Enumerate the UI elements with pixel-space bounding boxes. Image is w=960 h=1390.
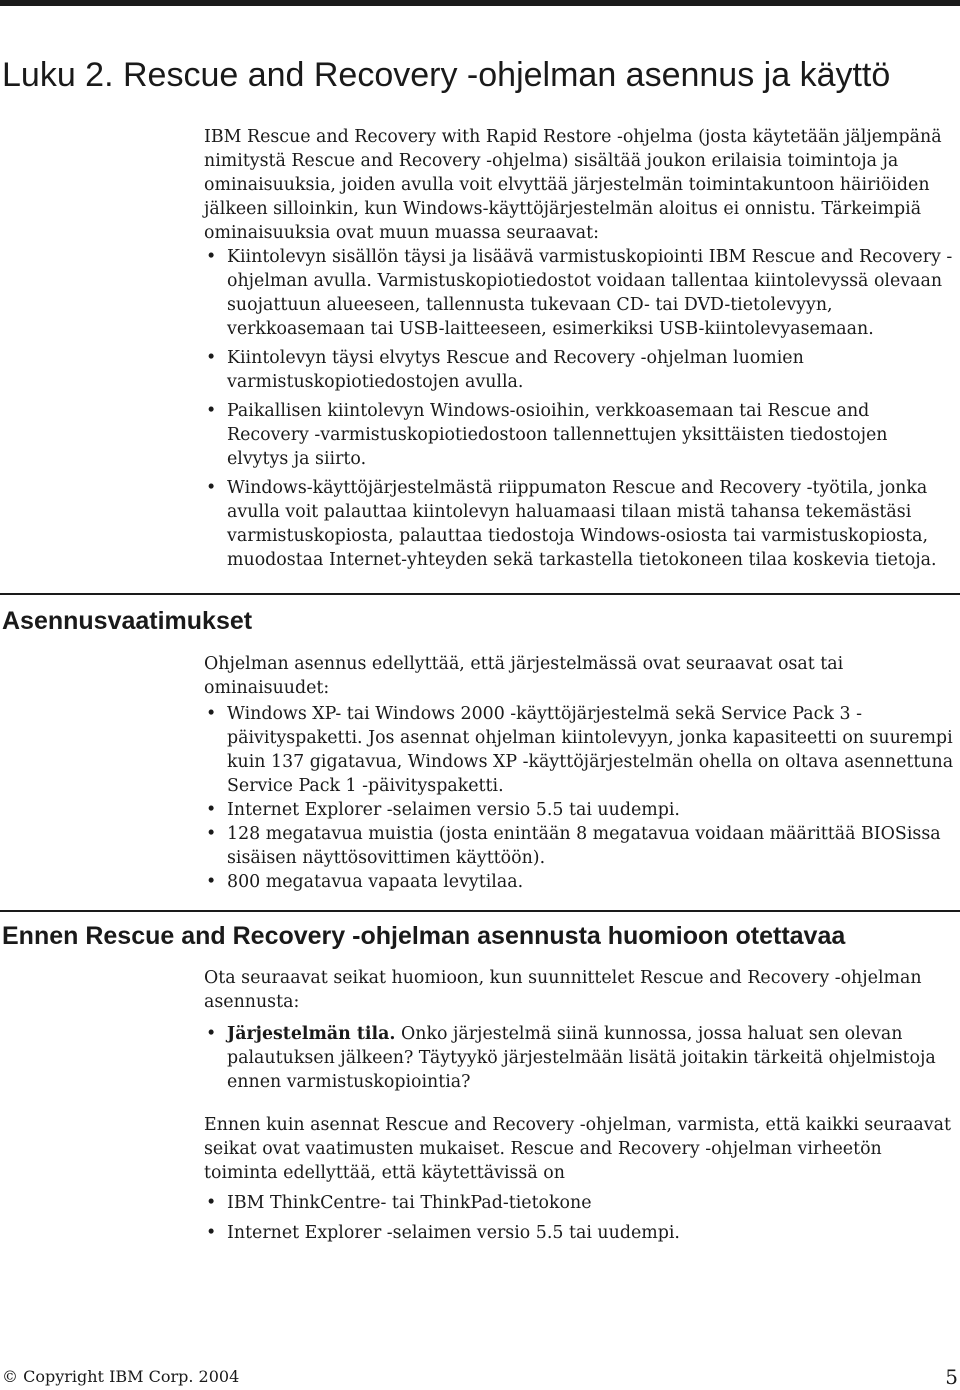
intro-section xyxy=(204,125,954,572)
section-heading-requirements: Asennusvaatimukset xyxy=(2,607,253,635)
section-divider xyxy=(0,910,960,912)
considerations-paragraph-1: Ota seuraavat seikat huomioon, kun suunnittelet Rescue and Recovery -ohjelman asennusta: xyxy=(204,968,922,1012)
considerations-paragraph-2: Ennen kuin asennat Rescue and Recovery -ohjelman, varmista, että kaikki seuraavat seikat ovat vaatimusten mukaiset. Rescue and Recovery -ohjelman virheetön toiminta edellyttää, että käytettävissä on xyxy=(204,1115,951,1183)
list-item: • Windows-käyttöjärjestelmästä riippumaton Rescue and Recovery -työtila, jonka avulla voit palauttaa kiintolevyn haluamaasi tilaan mistä tahansa tekemästäsi varmistuskopiosta, palauttaa tiedostoja Windows-osiosta tai varmistuskopiosta, muodostaa Internet-yhteyden sekä tarkastella tietokoneen tilaa koskevia tietoja. xyxy=(204,476,954,572)
requirements-paragraph: Ohjelman asennus edellyttää, että järjestelmässä ovat seuraavat osat tai ominaisuudet: xyxy=(204,654,844,698)
list-item: • 800 megatavua vapaata levytilaa. xyxy=(204,870,954,894)
top-rule xyxy=(0,0,960,6)
considerations-section xyxy=(204,966,954,1245)
intro-bullet-list xyxy=(204,245,954,572)
bullet-bold-lead: Järjestelmän tila. xyxy=(227,1024,396,1044)
bullet-text: Onko järjestelmä siinä kunnossa, jossa haluat sen olevan palautuksen jälkeen? Täytyykö järjestelmään lisätä joitakin tärkeitä ohjelmistoja ennen varmistuskopiointia? xyxy=(227,1024,936,1092)
requirements-bullet-list xyxy=(204,702,954,894)
list-item: • Internet Explorer -selaimen versio 5.5 tai uudempi. xyxy=(204,1221,954,1245)
page-number: 5 xyxy=(945,1365,958,1389)
considerations-bullet-list xyxy=(204,1022,954,1094)
considerations-bullet-list-2 xyxy=(204,1191,954,1245)
list-item: • Internet Explorer -selaimen versio 5.5 tai uudempi. xyxy=(204,798,954,822)
list-item: • 128 megatavua muistia (josta enintään 8 megatavua voidaan määrittää BIOSissa sisäisen näyttösovittimen käyttöön). xyxy=(204,822,954,870)
section-divider xyxy=(0,593,960,595)
section-heading-considerations: Ennen Rescue and Recovery -ohjelman asennusta huomioon otettavaa xyxy=(2,922,846,950)
chapter-title: Luku 2. Rescue and Recovery -ohjelman asennus ja käyttö xyxy=(2,56,891,94)
requirements-section xyxy=(204,652,954,894)
list-item: • Kiintolevyn sisällön täysi ja lisäävä varmistuskopiointi IBM Rescue and Recovery -ohjelman avulla. Varmistuskopiotiedostot voidaan tallentaa kiintolevyssä olevaan suojattuun alueeseen, tallennusta tukevaan CD- tai DVD-tietolevyyn, verkkoasemaan tai USB-laitteeseen, esimerkiksi USB-kiintolevyasemaan. xyxy=(204,245,954,341)
intro-paragraph: IBM Rescue and Recovery with Rapid Restore -ohjelma (josta käytetään jäljempänä nimitystä Rescue and Recovery -ohjelma) sisältää joukon erilaisia toimintoja ja ominaisuuksia, joiden avulla voit elvyttää järjestelmän toimintakuntoon häiriöiden jälkeen silloinkin, kun Windows-käyttöjärjestelmän aloitus ei onnistu. Tärkeimpiä ominaisuuksia ovat muun muassa seuraavat: xyxy=(204,127,942,243)
list-item: • Paikallisen kiintolevyn Windows-osioihin, verkkoasemaan tai Rescue and Recovery -varmistuskopiotiedostoon tallennettujen yksittäisten tiedostojen elvytys ja siirto. xyxy=(204,399,954,471)
list-item xyxy=(204,1022,954,1094)
copyright-notice: © Copyright IBM Corp. 2004 xyxy=(2,1367,240,1386)
list-item: • IBM ThinkCentre- tai ThinkPad-tietokone xyxy=(204,1191,954,1215)
list-item: • Kiintolevyn täysi elvytys Rescue and Recovery -ohjelman luomien varmistuskopiotiedostojen avulla. xyxy=(204,346,954,394)
list-item: • Windows XP- tai Windows 2000 -käyttöjärjestelmä sekä Service Pack 3 -päivityspaketti. Jos asennat ohjelman kiintolevyyn, jonka kapasiteetti on suurempi kuin 137 gigatavua, Windows XP -käyttöjärjestelmän ohella on oltava asennettuna Service Pack 1 -päivityspaketti. xyxy=(204,702,954,798)
